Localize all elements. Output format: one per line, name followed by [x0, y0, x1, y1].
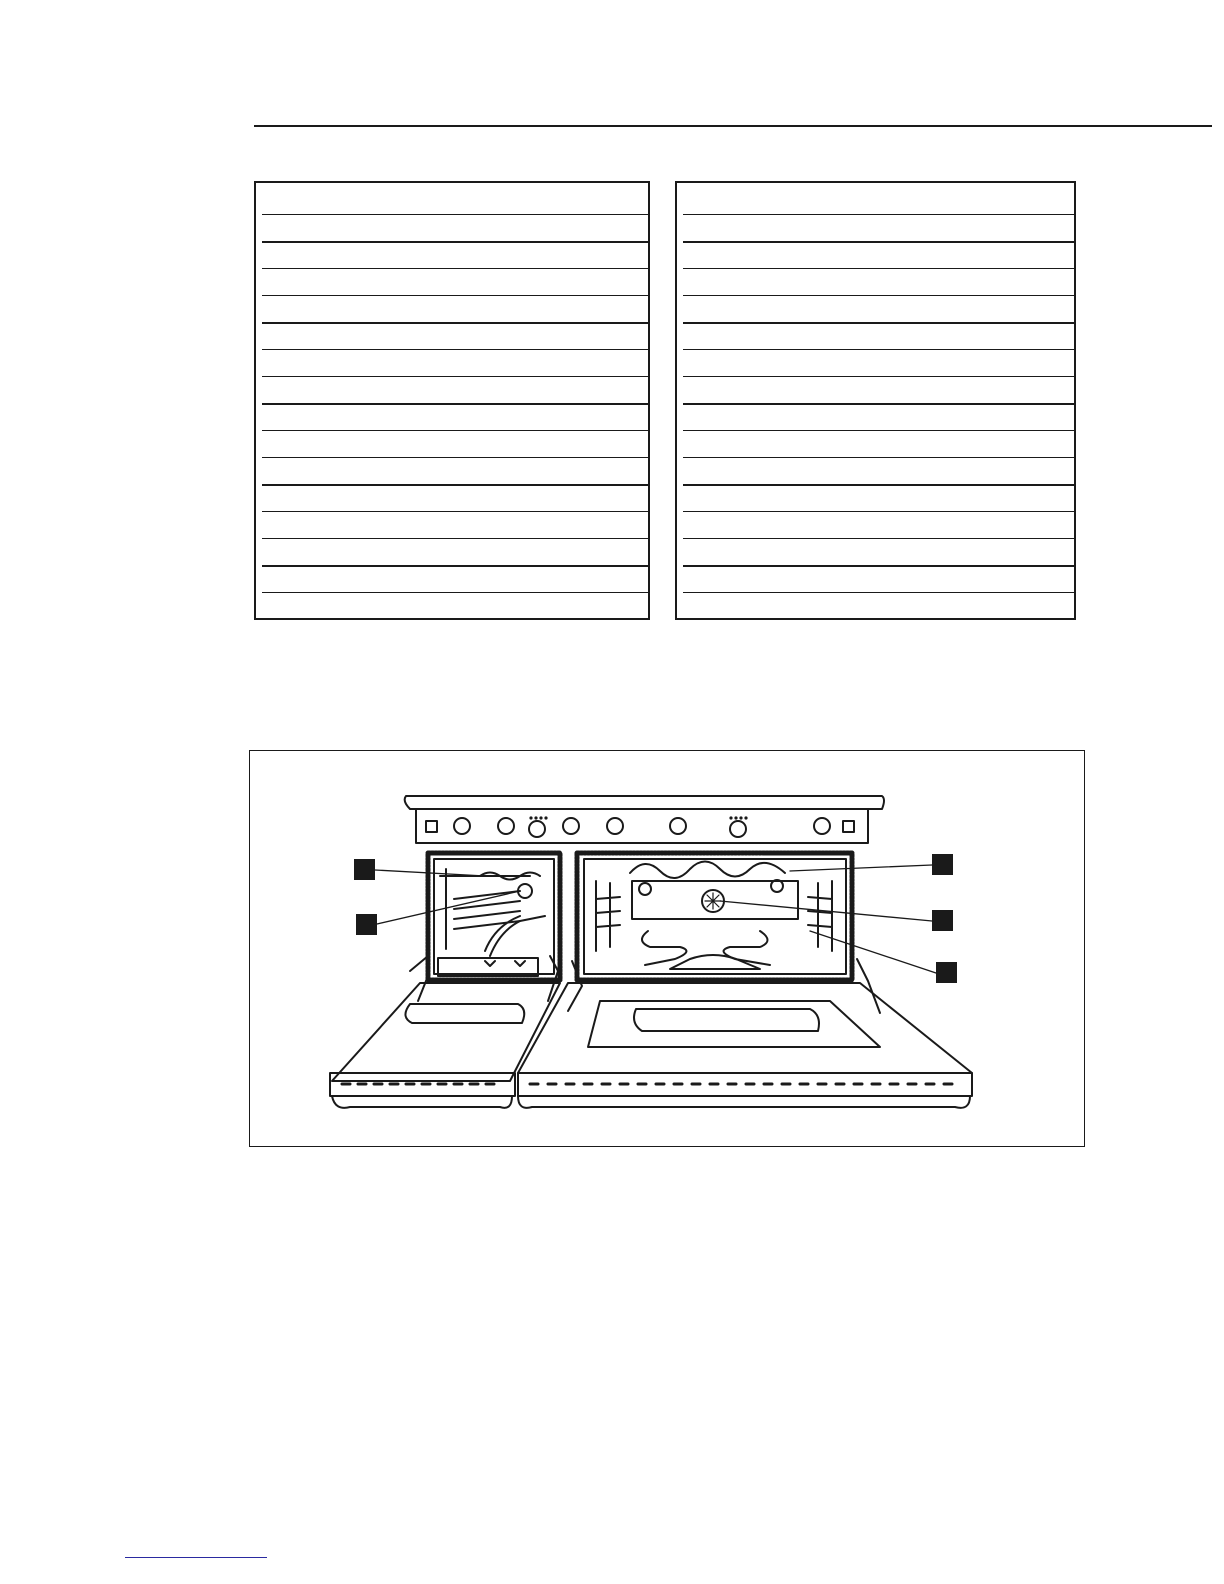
spec-table-row	[683, 565, 1074, 567]
spec-table-row	[683, 592, 1074, 593]
spec-table-row	[262, 241, 648, 243]
callout-marker-4	[932, 910, 953, 931]
footer-link-rule[interactable]	[125, 1557, 267, 1558]
rear-panel	[632, 881, 798, 919]
spec-table-row	[262, 295, 648, 296]
spec-table-row	[262, 484, 648, 486]
spec-table-row	[262, 538, 648, 539]
control-knobs	[454, 818, 830, 837]
spec-table-row	[683, 241, 1074, 243]
spec-table-row	[683, 295, 1074, 296]
indicator-right	[843, 821, 854, 832]
spec-table-row	[262, 214, 648, 215]
spec-table-row	[262, 592, 648, 593]
header-rule	[254, 125, 1212, 127]
spec-table-row	[683, 376, 1074, 377]
spec-table-row	[683, 538, 1074, 539]
callout-marker-3	[932, 854, 953, 875]
spec-table-row	[262, 457, 648, 458]
control-panel	[416, 809, 868, 843]
spec-table-row	[683, 268, 1074, 269]
spec-table-row	[262, 268, 648, 269]
spec-table-right	[675, 181, 1076, 620]
range-cooker-illustration	[250, 751, 1086, 1148]
spec-table-row	[262, 403, 648, 405]
callout-marker-1	[354, 859, 375, 880]
spec-table-row	[683, 457, 1074, 458]
spec-table-row	[262, 565, 648, 567]
spec-table-row	[262, 349, 648, 350]
spec-table-left	[254, 181, 650, 620]
spec-table-row	[683, 322, 1074, 324]
oven-figure	[249, 750, 1085, 1147]
left-oven-cavity	[428, 853, 560, 980]
spec-table-row	[683, 349, 1074, 350]
spec-table-row	[683, 214, 1074, 215]
spec-table-row	[262, 376, 648, 377]
spec-table-row	[262, 430, 648, 431]
indicator-left	[426, 821, 437, 832]
spec-table-row	[683, 403, 1074, 405]
spec-table-row	[683, 484, 1074, 486]
callout-marker-5	[936, 962, 957, 983]
spec-table-row	[683, 511, 1074, 512]
cooktop-trim	[405, 796, 884, 809]
knob-dots	[529, 816, 747, 819]
right-oven-cavity	[577, 853, 852, 980]
spec-table-row	[683, 430, 1074, 431]
callout-marker-2	[356, 914, 377, 935]
spec-table-row	[262, 322, 648, 324]
spec-table-row	[262, 511, 648, 512]
